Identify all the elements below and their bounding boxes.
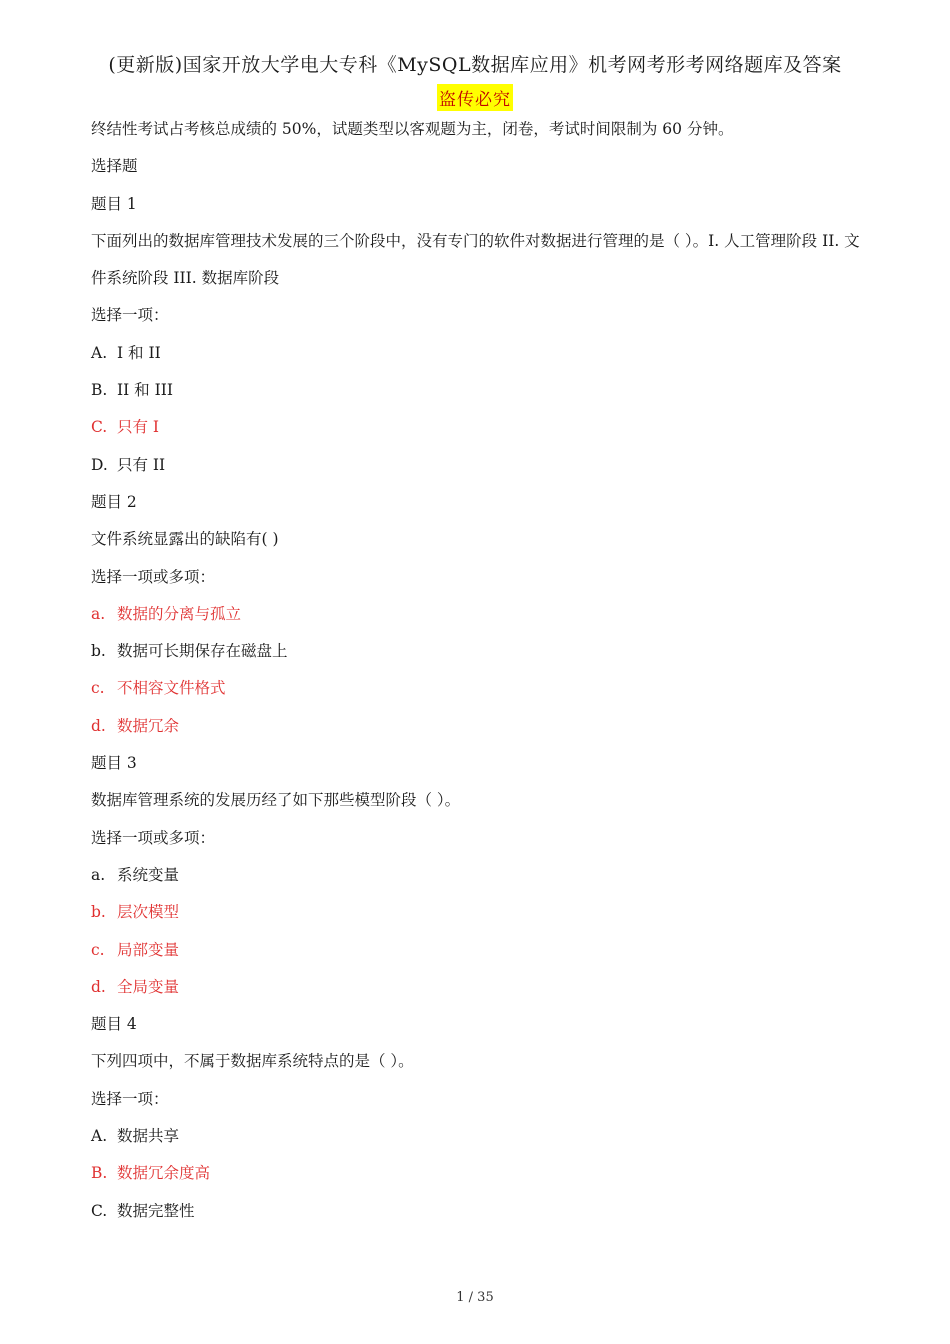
option-text: 数据冗余: [117, 716, 180, 735]
stamp-container: [0, 84, 950, 111]
question-prompt: 选择一项：: [91, 1089, 169, 1108]
question-label: 题目 1: [91, 194, 137, 213]
option-text: I 和 II: [117, 343, 161, 362]
option-c-correct: [91, 932, 866, 969]
option-text: 只有 I: [117, 418, 160, 437]
option-c: [91, 1193, 866, 1230]
option-b-correct: [91, 1155, 866, 1192]
section-heading: 选择题: [91, 157, 138, 176]
question-label: 题目 2: [91, 492, 137, 511]
option-text: 系统变量: [117, 865, 180, 884]
option-text: 全局变量: [117, 977, 180, 996]
question-block-4: [91, 1006, 866, 1230]
option-text: 数据冗余度高: [117, 1164, 211, 1183]
question-prompt: 选择一项：: [91, 306, 169, 325]
option-d: [91, 447, 866, 484]
option-b-correct: [91, 894, 866, 931]
page-number: 1 / 35: [456, 1290, 494, 1305]
option-letter: C.: [91, 1201, 108, 1220]
option-a: [91, 1118, 866, 1155]
question-text: 文件系统显露出的缺陷有( ): [91, 530, 279, 549]
option-c-correct: [91, 670, 866, 707]
option-letter: d.: [91, 716, 106, 735]
option-letter: b.: [91, 903, 106, 922]
question-text: 数据库管理系统的发展历经了如下那些模型阶段（ ）。: [91, 791, 461, 810]
document-title: (更新版)国家开放大学电大专科《MySQL数据库应用》机考网考形考网络题库及答案: [108, 54, 842, 76]
option-letter: A.: [91, 343, 108, 362]
question-block-2: [91, 484, 866, 745]
option-letter: c.: [91, 940, 105, 959]
option-text: 数据可长期保存在磁盘上: [117, 642, 288, 661]
exam-intro: 终结性考试占考核总成绩的 50%，试题类型以客观题为主，闭卷，考试时间限制为 60 分钟。: [91, 120, 734, 138]
question-text: 下面列出的数据库管理技术发展的三个阶段中，没有专门的软件对数据进行管理的是（ ）。I. 人工管理阶段 II. 文件系统阶段 III. 数据库阶段: [91, 231, 860, 288]
option-text: 只有 II: [117, 455, 166, 474]
option-letter: B.: [91, 381, 108, 400]
option-a: [91, 335, 866, 372]
option-letter: a.: [91, 865, 106, 884]
option-letter: a.: [91, 604, 106, 623]
option-text: 局部变量: [117, 940, 180, 959]
option-text: 数据共享: [117, 1127, 180, 1146]
option-text: 数据完整性: [117, 1201, 195, 1220]
question-label: 题目 3: [91, 754, 137, 773]
question-text: 下列四项中，不属于数据库系统特点的是（ ）。: [91, 1052, 414, 1071]
option-text: 不相容文件格式: [117, 679, 226, 698]
option-text: 数据的分离与孤立: [117, 604, 242, 623]
question-label: 题目 4: [91, 1015, 137, 1034]
option-letter: D.: [91, 455, 108, 474]
option-d-correct: [91, 708, 866, 745]
option-letter: C.: [91, 418, 108, 437]
question-block-1: [91, 186, 866, 484]
option-letter: c.: [91, 679, 105, 698]
option-d-correct: [91, 969, 866, 1006]
option-letter: d.: [91, 977, 106, 996]
option-b: [91, 633, 866, 670]
option-letter: b.: [91, 642, 106, 661]
option-a: [91, 857, 866, 894]
option-a-correct: [91, 596, 866, 633]
option-text: 层次模型: [117, 903, 180, 922]
option-letter: B.: [91, 1164, 108, 1183]
piracy-warning-stamp: 盗传必究: [437, 84, 513, 111]
option-text: II 和 III: [117, 381, 173, 400]
question-prompt: 选择一项或多项：: [91, 567, 216, 586]
document-body: [91, 111, 866, 1230]
option-letter: A.: [91, 1127, 108, 1146]
question-prompt: 选择一项或多项：: [91, 828, 216, 847]
question-block-3: [91, 745, 866, 1006]
option-c-correct: [91, 409, 866, 446]
option-b: [91, 372, 866, 409]
